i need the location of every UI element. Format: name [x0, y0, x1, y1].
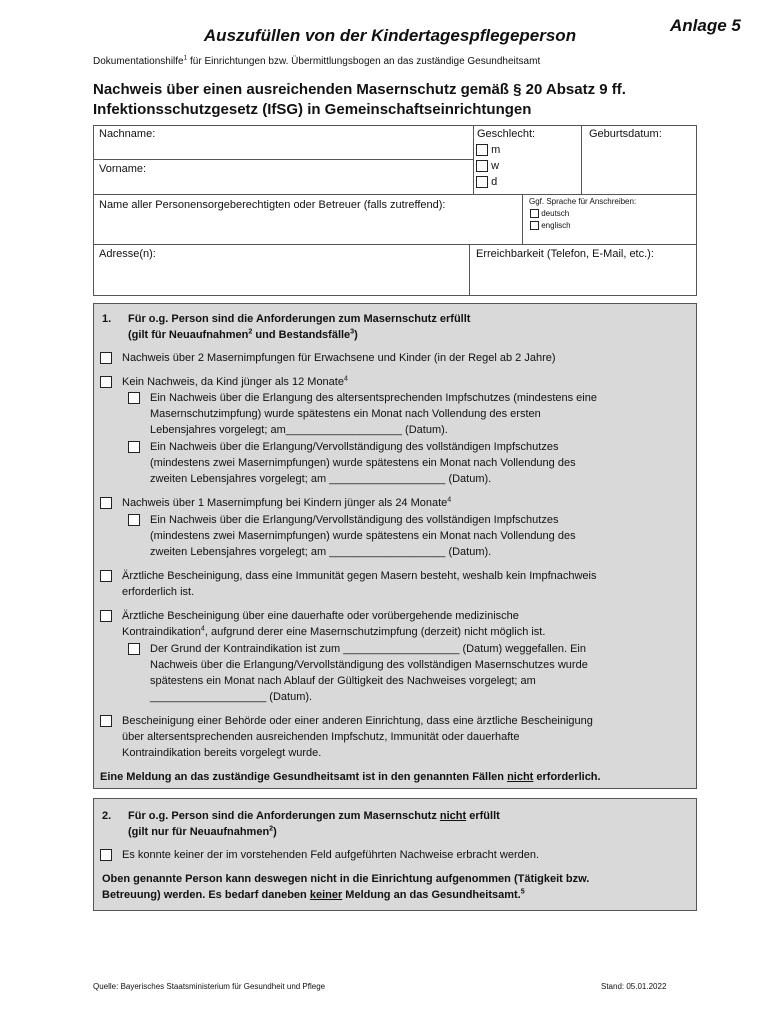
gender-d-option[interactable]: d [476, 176, 497, 188]
sprache-deutsch-option[interactable]: deutsch [530, 209, 569, 218]
adresse-field[interactable] [94, 245, 470, 295]
option-2-impfungen-checkbox[interactable] [100, 352, 112, 364]
sprache-deutsch-checkbox[interactable] [530, 209, 539, 218]
name-block [94, 126, 474, 195]
geburtsdatum-field[interactable] [582, 126, 696, 195]
option-behoerde-checkbox[interactable] [100, 715, 112, 727]
sprache-englisch-checkbox[interactable] [530, 221, 539, 230]
geschlecht-block [474, 126, 582, 195]
option-unter-12-monate-checkbox[interactable] [100, 376, 112, 388]
document-heading: Nachweis über einen ausreichenden Masernschutz gemäß § 20 Absatz 9 ff. Infektionsschutzgesetz (IfSG) in Gemeinschaftseinrichtungen [93, 81, 626, 118]
sprache-block [523, 195, 696, 245]
vorname-label: Vorname: [99, 163, 147, 175]
sorgeberechtigte-field[interactable] [94, 195, 523, 245]
gender-m-checkbox[interactable] [476, 144, 488, 156]
option-unter-12-monate-a-checkbox[interactable] [128, 392, 140, 404]
section-2-number: 2. [102, 810, 112, 822]
gender-w-checkbox[interactable] [476, 160, 488, 172]
gender-d-checkbox[interactable] [476, 176, 488, 188]
anlage-label: Anlage 5 [670, 16, 741, 35]
nachname-label: Nachname: [99, 128, 156, 140]
geburtsdatum-label: Geburtsdatum: [589, 128, 662, 140]
adresse-label: Adresse(n): [99, 248, 156, 260]
section-2: 2. Für o.g. Person sind die Anforderungen zum Masernschutz nicht erfüllt (gilt nur für Neuaufnahmen$^2$) Es konnte keiner der im vorstehenden Feld aufgeführten Nachweise erbracht werden. Oben genannte Person kann deswegen nicht in die Einrichtung aufgenommen (Tätigkeit bzw. Betreuung) werden. Es bedarf daneben keiner Meldung an das Gesundheitsamt.$^5$ [93, 798, 697, 911]
section-1: 1. Für o.g. Person sind die Anforderungen zum Masernschutz erfüllt (gilt für Neuaufnahmen$^2$ und Bestandsfälle$^3$) Nachweis über 2 Masernimpfungen für Erwachsene und Kinder (in der Regel ab 2 Jahre) Kein Nachweis, da Kind jünger als 12 Monate$^4$ Ein Nachweis über die Erlangung des altersentsprechenden Impfschutzes (mindestens eine Masernschutzimpfung) wurde spätestens ein Monat nach Vollendung des ersten Lebensjahres vorgelegt; am___________________ (Datum). Ein Nachweis über die Erlangung/Vervollständigung des vollständigen Impfschutzes (mindestens zwei Masernimpfungen) wurde spätestens ein Monat nach Vollendung des zweiten Lebensjahres vorgelegt; am ___________________ (Datum). Nachweis über 1 Masernimpfung bei Kindern jünger als 24 Monate$^4$ Ein Nachweis über die Erlangung/Vervollständigung des vollständigen Impfschutzes (mindestens zwei Masernimpfungen) wurde spätestens ein Monat nach Vollendung des zweiten Lebensjahres vorgelegt; am ___________________ (Datum). Ärztliche Bescheinigung, dass eine Immunität gegen Masern besteht, weshalb kein Impfnachweis erforderlich ist. Ärztliche Bescheinigung über eine dauerhafte oder vorübergehende medizinische Kontraindikation$^4$, aufgrund derer eine Masernschutzimpfung (derzeit) nicht möglich ist. Der Grund der Kontraindikation ist zum ___________________ (Datum) weggefallen. Ein Nachweis über die Erlangung/Vervollständigung des vollständigen Masernschutzes wurde spätestens ein Monat nach Ablauf der Gültigkeit des Nachweises vorgelegt; am ___________________ (Datum). Bescheinigung einer Behörde oder einer anderen Einrichtung, dass eine ärztliche Bescheinigung über altersentsprechenden ausreichenden Impfschutz, Immunität oder dauerhafte Kontraindikation bereits vorgelegt wurde. Eine Meldung an das zuständige Gesundheitsamt ist in den genannten Fällen nicht erforderlich. [93, 303, 697, 789]
option-1-impfung-checkbox[interactable] [100, 497, 112, 509]
erreichbarkeit-field[interactable] [470, 245, 696, 295]
page-title: Auszufüllen von der Kindertagespflegeperson [203, 26, 577, 45]
gender-m-option[interactable]: m [476, 144, 500, 156]
section-2-heading: Für o.g. Person sind die Anforderungen zum Masernschutz nicht erfüllt (gilt nur für Neuaufnahmen$^2$) [128, 810, 500, 838]
option-1-impfung-a-checkbox[interactable] [128, 514, 140, 526]
footer-source: Quelle: Bayerisches Staatsministerium für Gesundheit und Pflege [93, 982, 326, 991]
section-1-heading: Für o.g. Person sind die Anforderungen zum Masernschutz erfüllt (gilt für Neuaufnahmen$^2$ und Bestandsfälle$^3$) [128, 313, 471, 341]
section-1-note: Eine Meldung an das zuständige Gesundheitsamt ist in den genannten Fällen nicht erforderlich. [100, 771, 601, 783]
nachname-field[interactable] [94, 126, 473, 160]
option-kontraindikation-a-checkbox[interactable] [128, 643, 140, 655]
geschlecht-label: Geschlecht: [477, 128, 536, 140]
subtitle: Dokumentationshilfe$^1$ für Einrichtungen bzw. Übermittlungsbogen an das zuständige Gesundheitsamt [93, 54, 541, 67]
option-immunitaet-checkbox[interactable] [100, 570, 112, 582]
gender-w-option[interactable]: w [476, 160, 499, 172]
sprache-englisch-option[interactable]: englisch [530, 221, 571, 230]
option-kein-nachweis-checkbox[interactable] [100, 849, 112, 861]
section-2-note: Oben genannte Person kann deswegen nicht in die Einrichtung aufgenommen (Tätigkeit bzw. Betreuung) werden. Es bedarf daneben keiner Meldung an das Gesundheitsamt.$^5$ [102, 873, 590, 901]
sprache-label: Ggf. Sprache für Anschreiben: [529, 197, 637, 206]
erreichbarkeit-label: Erreichbarkeit (Telefon, E-Mail, etc.): [476, 248, 654, 260]
footer-date: Stand: 05.01.2022 [601, 982, 667, 991]
option-unter-12-monate-b-checkbox[interactable] [128, 441, 140, 453]
personal-data-form [93, 125, 697, 296]
option-kontraindikation-checkbox[interactable] [100, 610, 112, 622]
sorgeberechtigte-label: Name aller Personensorgeberechtigten oder Betreuer (falls zutreffend): [99, 199, 446, 211]
section-1-number: 1. [102, 313, 112, 325]
